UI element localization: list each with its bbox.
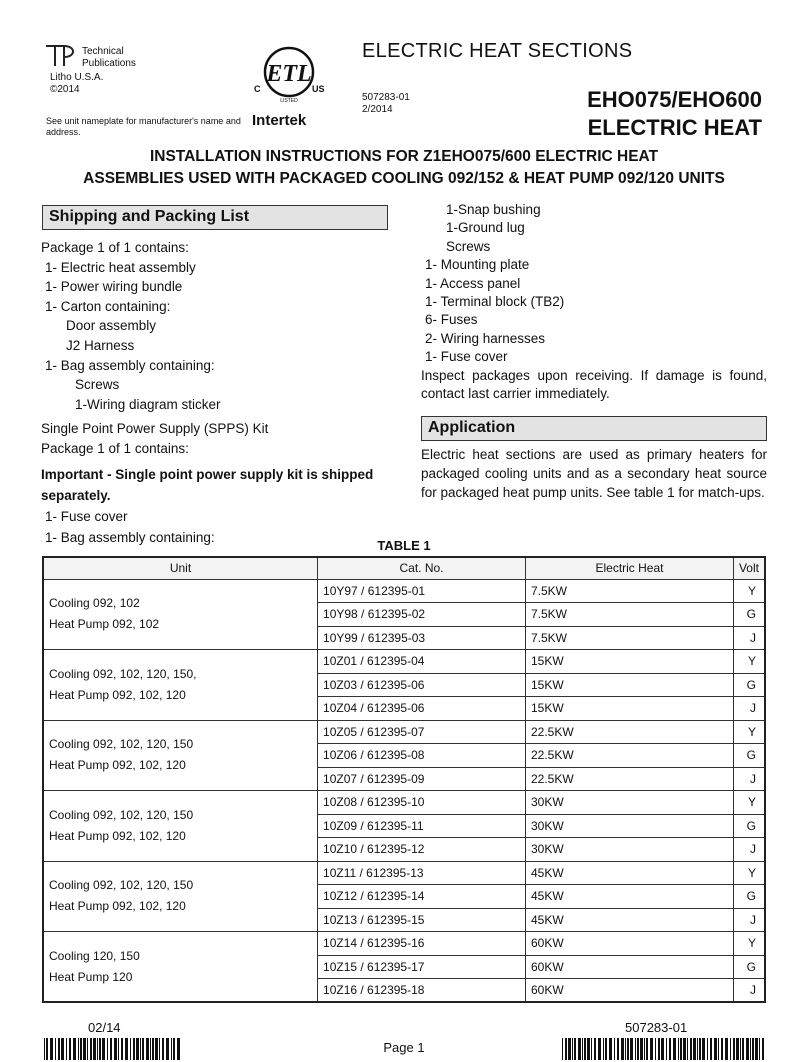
barcode-bar (640, 1038, 643, 1060)
barcode-bar (142, 1038, 144, 1060)
cat-no-cell: 10Z15 / 612395-17 (318, 955, 526, 979)
list-item: 1-Ground lug (446, 220, 525, 236)
barcode-bar (78, 1038, 79, 1060)
cat-no-cell: 10Z10 / 612395-12 (318, 838, 526, 862)
barcode-bar (605, 1038, 607, 1060)
electric-heat-cell: 60KW (526, 932, 734, 956)
barcode-bar (90, 1038, 92, 1060)
spps-package: Package 1 of 1 contains: (41, 440, 189, 456)
electric-heat-cell: 60KW (526, 979, 734, 1003)
barcode-bar (630, 1038, 633, 1060)
list-item: Screws (446, 238, 491, 254)
barcode-bar (598, 1038, 601, 1060)
list-item: Door assembly (66, 318, 157, 334)
barcode-bar (578, 1038, 581, 1060)
page-number: Page 1 (383, 1040, 425, 1055)
barcode-bar (625, 1038, 626, 1060)
table-row (43, 791, 765, 815)
volt-cell: J (733, 838, 765, 862)
barcode-right (562, 1038, 766, 1060)
barcode-bar (690, 1038, 692, 1060)
package-intro: Package 1 of 1 contains: (41, 240, 189, 255)
unit-cell: Cooling 120, 150 Heat Pump 120 (43, 932, 318, 1003)
unit-cell: Cooling 092, 102, 120, 150 Heat Pump 092, 102, 120 (43, 861, 318, 932)
barcode-bar (609, 1038, 612, 1060)
volt-cell: Y (733, 720, 765, 744)
volt-cell: G (733, 744, 765, 768)
volt-cell: G (733, 885, 765, 909)
volt-cell: Y (733, 791, 765, 815)
barcode-bar (565, 1038, 567, 1060)
electric-heat-cell: 30KW (526, 838, 734, 862)
barcode-bar (110, 1038, 112, 1060)
important-note: Important - Single point power supply kit is shipped separately. (41, 467, 374, 504)
barcode-bar (680, 1038, 682, 1060)
electric-heat-cell: 7.5KW (526, 603, 734, 627)
list-item: 6- Fuses (425, 312, 478, 328)
barcode-bar (69, 1038, 71, 1060)
electric-heat-cell: 30KW (526, 791, 734, 815)
list-item: 1- Mounting plate (425, 257, 530, 273)
barcode-bar (44, 1038, 45, 1060)
electric-heat-cell: 45KW (526, 861, 734, 885)
application-heading: Application (421, 416, 767, 441)
barcode-bar (166, 1038, 169, 1060)
doc-number-block: 507283-01 2/2014 (362, 92, 410, 115)
cat-no-cell: 10Z12 / 612395-14 (318, 885, 526, 909)
spps-title: Single Point Power Supply (SPPS) Kit (41, 421, 269, 436)
electric-heat-cell: 15KW (526, 697, 734, 721)
nameplate-note: See unit nameplate for manufacturer's name and address. (46, 116, 241, 137)
barcode-bar (87, 1038, 88, 1060)
svg-text:ETL: ETL (266, 61, 312, 87)
electric-heat-cell: 60KW (526, 955, 734, 979)
barcode-bar (759, 1038, 760, 1060)
barcode-bar (650, 1038, 653, 1060)
barcode-bar (97, 1038, 98, 1060)
list-item: 2- Wiring harnesses (425, 330, 546, 346)
volt-cell: G (733, 603, 765, 627)
barcode-bar (102, 1038, 105, 1060)
barcode-bar (746, 1038, 749, 1060)
barcode-bar (173, 1038, 175, 1060)
unit-cell: Cooling 092, 102, 120, 150 Heat Pump 092, 102, 120 (43, 791, 318, 862)
list-item: 1- Bag assembly containing: (45, 529, 215, 545)
list-item: 1- Terminal block (TB2) (425, 294, 565, 310)
cat-no-cell: 10Z07 / 612395-09 (318, 767, 526, 791)
barcode-bar (710, 1038, 712, 1060)
barcode-bar (637, 1038, 639, 1060)
electric-heat-cell: 7.5KW (526, 579, 734, 603)
barcode-bar (644, 1038, 645, 1060)
volt-cell: Y (733, 650, 765, 674)
barcode-bar (171, 1038, 172, 1060)
list-item: 1- Carton containing: (45, 298, 171, 314)
list-item: 1- Power wiring bundle (45, 279, 183, 295)
cat-no-cell: 10Z13 / 612395-15 (318, 908, 526, 932)
barcode-bar (617, 1038, 619, 1060)
electric-heat-cell: 22.5KW (526, 720, 734, 744)
cat-no-cell: 10Z14 / 612395-16 (318, 932, 526, 956)
cat-no-cell: 10Z09 / 612395-11 (318, 814, 526, 838)
cat-no-cell: 10Z04 / 612395-06 (318, 697, 526, 721)
barcode-bar (725, 1038, 728, 1060)
barcode-bar (121, 1038, 123, 1060)
barcode-bar (136, 1038, 139, 1060)
volt-cell: Y (733, 932, 765, 956)
barcode-bar (635, 1038, 636, 1060)
table-row (43, 579, 765, 603)
barcode-bar (150, 1038, 151, 1060)
cat-no-cell: 10Z03 / 612395-06 (318, 673, 526, 697)
list-item: 1- Fuse cover (45, 509, 128, 525)
barcode-bar (584, 1038, 586, 1060)
list-item: 1- Access panel (425, 275, 521, 291)
barcode-bar (687, 1038, 688, 1060)
volt-cell: Y (733, 579, 765, 603)
shipping-heading: Shipping and Packing List (42, 205, 388, 230)
barcode-bar (73, 1038, 76, 1060)
barcode-bar (699, 1038, 701, 1060)
electric-heat-cell: 15KW (526, 650, 734, 674)
barcode-bar (733, 1038, 735, 1060)
unit-cell: Cooling 092, 102, 120, 150, Heat Pump 092, 102, 120 (43, 650, 318, 721)
barcode-bar (133, 1038, 135, 1060)
list-item: J2 Harness (66, 337, 135, 353)
barcode-bar (750, 1038, 751, 1060)
barcode-bar (177, 1038, 180, 1060)
barcode-bar (736, 1038, 739, 1060)
barcode-bar (568, 1038, 571, 1060)
barcode-bar (146, 1038, 149, 1060)
barcode-bar (130, 1038, 131, 1060)
cat-no-cell: 10Z05 / 612395-07 (318, 720, 526, 744)
barcode-bar (114, 1038, 117, 1060)
barcode-bar (562, 1038, 563, 1060)
table-row (43, 932, 765, 956)
litho-text: Litho U.S.A. ©2014 (50, 72, 104, 95)
spps-section (41, 419, 391, 547)
table-header-row (43, 557, 765, 579)
electric-heat-cell: 45KW (526, 885, 734, 909)
volt-cell: G (733, 673, 765, 697)
barcode-bar (99, 1038, 101, 1060)
cat-no-cell: 10Y98 / 612395-02 (318, 603, 526, 627)
barcode-bar (591, 1038, 592, 1060)
publisher-text: Technical Publications (82, 46, 136, 69)
cat-no-cell: 10Z08 / 612395-10 (318, 791, 526, 815)
barcode-bar (46, 1038, 48, 1060)
barcode-bar (587, 1038, 590, 1060)
header-electric-heat: Electric Heat (526, 557, 734, 579)
barcode-left (44, 1038, 180, 1060)
barcode-bar (673, 1038, 676, 1060)
electric-heat-cell: 15KW (526, 673, 734, 697)
barcode-bar (742, 1038, 744, 1060)
electric-heat-cell: 30KW (526, 814, 734, 838)
volt-cell: G (733, 955, 765, 979)
unit-cell: Cooling 092, 102 Heat Pump 092, 102 (43, 579, 318, 650)
barcode-bar (574, 1038, 576, 1060)
barcode-bar (80, 1038, 82, 1060)
table-row (43, 720, 765, 744)
barcode-bar (621, 1038, 624, 1060)
barcode-bar (655, 1038, 656, 1060)
footer-doc-number: 507283-01 (625, 1020, 688, 1035)
volt-cell: G (733, 814, 765, 838)
barcode-bar (93, 1038, 96, 1060)
barcode-bar (594, 1038, 596, 1060)
barcode-bar (55, 1038, 56, 1060)
barcode-bar (697, 1038, 698, 1060)
header-volt: Volt (733, 557, 765, 579)
barcode-bar (740, 1038, 741, 1060)
barcode-bar (669, 1038, 671, 1060)
barcode-bar (693, 1038, 696, 1060)
footer-date: 02/14 (88, 1020, 121, 1035)
table-caption: TABLE 1 (377, 538, 431, 553)
table-row (43, 861, 765, 885)
unit-cell: Cooling 092, 102, 120, 150 Heat Pump 092, 102, 120 (43, 720, 318, 791)
electric-heat-cell: 45KW (526, 908, 734, 932)
barcode-bar (752, 1038, 754, 1060)
barcode-bar (627, 1038, 629, 1060)
list-item: 1- Bag assembly containing: (45, 357, 215, 373)
list-item: 1-Wiring diagram sticker (75, 396, 221, 412)
model-title: EHO075/EHO600 ELECTRIC HEAT (587, 87, 762, 140)
barcode-bar (572, 1038, 573, 1060)
list-item: 1-Snap bushing (446, 202, 541, 217)
barcode-bar (83, 1038, 86, 1060)
barcode-bar (107, 1038, 108, 1060)
barcode-bar (603, 1038, 604, 1060)
barcode-bar (730, 1038, 731, 1060)
barcode-bar (683, 1038, 686, 1060)
inspect-note: Inspect packages upon receiving. If damage is found, contact last carrier immediately. (421, 367, 767, 402)
barcode-bar (721, 1038, 723, 1060)
cat-no-cell: 10Z16 / 612395-18 (318, 979, 526, 1003)
barcode-bar (118, 1038, 119, 1060)
barcode-bar (140, 1038, 141, 1060)
barcode-bar (718, 1038, 719, 1060)
volt-cell: Y (733, 861, 765, 885)
electric-heat-cell: 22.5KW (526, 767, 734, 791)
cert-us: US (312, 84, 325, 94)
cert-listed: LISTED (280, 98, 298, 104)
volt-cell: J (733, 626, 765, 650)
barcode-bar (125, 1038, 128, 1060)
cat-no-cell: 10Z11 / 612395-13 (318, 861, 526, 885)
technical-publications-logo (44, 44, 82, 68)
barcode-bar (661, 1038, 664, 1060)
page-title: INSTALLATION INSTRUCTIONS FOR Z1EHO075/600 ELECTRIC HEAT ASSEMBLIES USED WITH PACKAGED COOLING 092/152 & HEAT PUMP 092/120 UNITS (83, 148, 725, 187)
section-title: ELECTRIC HEAT SECTIONS (362, 40, 633, 62)
table-row (43, 650, 765, 674)
cat-no-cell: 10Y99 / 612395-03 (318, 626, 526, 650)
cert-c: C (254, 84, 261, 94)
barcode-bar (152, 1038, 154, 1060)
barcode-bar (666, 1038, 667, 1060)
barcode-bar (707, 1038, 708, 1060)
barcode-bar (755, 1038, 758, 1060)
barcode-bar (582, 1038, 583, 1060)
volt-cell: J (733, 908, 765, 932)
electric-heat-cell: 7.5KW (526, 626, 734, 650)
header-unit: Unit (43, 557, 318, 579)
barcode-bar (159, 1038, 160, 1060)
barcode-bar (646, 1038, 648, 1060)
barcode-bar (66, 1038, 67, 1060)
barcode-bar (714, 1038, 717, 1060)
barcode-bar (762, 1038, 764, 1060)
shipping-list (41, 238, 391, 414)
barcode-bar (61, 1038, 64, 1060)
application-text: Electric heat sections are used as primary heaters for packaged cooling units and as a secondary heat source for packaged heat pump units. See table 1 for match-ups. (421, 447, 767, 500)
cat-no-cell: 10Y97 / 612395-01 (318, 579, 526, 603)
volt-cell: J (733, 979, 765, 1003)
volt-cell: J (733, 767, 765, 791)
list-item: 1- Fuse cover (425, 349, 508, 365)
barcode-bar (702, 1038, 705, 1060)
barcode-bar (58, 1038, 60, 1060)
barcode-bar (678, 1038, 679, 1060)
header-cat-no: Cat. No. (318, 557, 526, 579)
list-item: 1- Electric heat assembly (45, 259, 196, 275)
electric-heat-cell: 22.5KW (526, 744, 734, 768)
barcode-bar (614, 1038, 615, 1060)
barcode-bar (658, 1038, 660, 1060)
barcode-bar (155, 1038, 158, 1060)
intertek-text: Intertek (252, 112, 307, 129)
cat-no-cell: 10Z06 / 612395-08 (318, 744, 526, 768)
barcode-bar (50, 1038, 53, 1060)
shipping-list-continued (421, 201, 767, 403)
volt-cell: J (733, 697, 765, 721)
list-item: Screws (75, 377, 120, 393)
barcode-bar (162, 1038, 164, 1060)
cat-no-cell: 10Z01 / 612395-04 (318, 650, 526, 674)
match-up-table (42, 556, 766, 1003)
